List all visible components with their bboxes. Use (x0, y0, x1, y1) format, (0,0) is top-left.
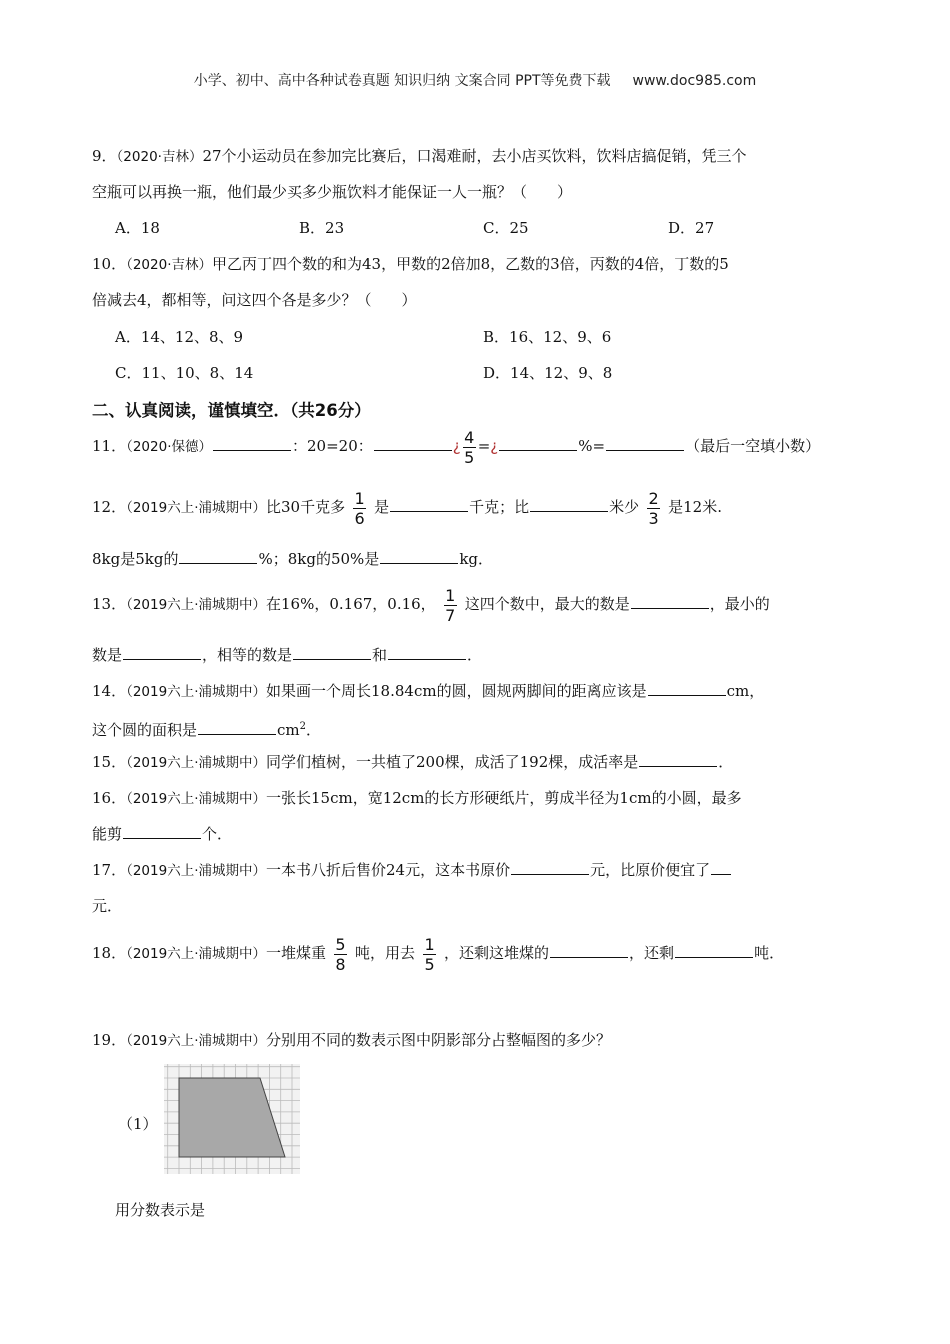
q12-blank-4[interactable] (380, 549, 458, 564)
q9-option-a: A．18 (115, 219, 160, 237)
header-site: www.doc985.com (632, 73, 757, 89)
q18-line: 18．（2019六上·浦城期中）一堆煤重 $\frac{5}{8}$ 吨，用去 $\frac{1}{5}$ ，还剩这堆煤的 ，还剩 吨． (92, 934, 785, 974)
q12-line1: 12．（2019六上·浦城期中）比30千克多 $\frac{1}{6}$ 是 千克；比 米少 $\frac{2}{3}$ 是12米. (92, 488, 722, 528)
q11-blank-3[interactable] (499, 436, 577, 451)
q17-blank-1[interactable] (511, 860, 589, 875)
q11-blank-1[interactable] (213, 436, 291, 451)
q9-option-d: D．27 (668, 219, 715, 237)
q19-grid-figure (164, 1064, 300, 1174)
q15-blank[interactable] (639, 752, 717, 767)
q13-line2: 数是 ，相等的数是 和 ． (92, 646, 483, 664)
q12-blank-3[interactable] (179, 549, 257, 564)
q16-blank[interactable] (123, 824, 201, 839)
q15-line: 15．（2019六上·浦城期中）同学们植树，一共植了200棵，成活了192棵，成活率是 ． (92, 753, 734, 771)
q14-line1: 14．（2019六上·浦城期中）如果画一个周长18.84cm的圆，圆规两脚间的距离应该是 cm， (92, 682, 765, 700)
q10-option-b: B．16、12、9、6 (483, 328, 612, 346)
q13-line1: 13．（2019六上·浦城期中）在16%，0.167，0.16， $\frac{1}{7}$ 这四个数中，最大的数是 ，最小的 (92, 585, 770, 625)
q12-fraction-1: $\frac{1}{6}$ (354, 488, 365, 528)
q16-line1: 16．（2019六上·浦城期中）一张长15cm，宽12cm的长方形硬纸片，剪成半径为1cm的小圆，最多 (92, 789, 742, 807)
q10-option-d: D．14、12、9、8 (483, 364, 613, 382)
q9-option-c: C．25 (483, 219, 529, 237)
q16-line2: 能剪 个． (92, 825, 233, 843)
q9-option-b: B．23 (299, 219, 345, 237)
q17-blank-2[interactable] (711, 860, 731, 875)
q14-line2: 这个圆的面积是 $cm^2$． (92, 721, 322, 739)
q10-line2: 倍减去4，都相等，问这四个各是多少？（ ） (92, 291, 417, 309)
q17-line1: 17．（2019六上·浦城期中）一本书八折后售价24元，这本书原价 元，比原价便宜了 (92, 859, 732, 882)
q9-line2: 空瓶可以再换一瓶，他们最少买多少瓶饮料才能保证一人一瓶？（ ） (92, 183, 573, 201)
q10-option-c: C．11、10、8、14 (115, 364, 254, 382)
q18-fraction-1: $\frac{5}{8}$ (335, 934, 346, 974)
q18-blank-2[interactable] (675, 943, 753, 958)
q14-blank-1[interactable] (648, 681, 726, 696)
q9-number: 9． (92, 147, 117, 165)
q11-blank-2[interactable] (374, 436, 452, 451)
q10-line1: 10．（2020·吉林）甲乙丙丁四个数的和为43，甲数的2倍加8，乙数的3倍，丙数的4倍，丁数的5 (92, 255, 729, 273)
q11-blank-4[interactable] (606, 436, 684, 451)
q18-blank-1[interactable] (550, 943, 628, 958)
q10-source: （2020·吉林） (126, 257, 212, 273)
q11-fraction: $\frac{4}{5}$ (464, 427, 475, 467)
q12-blank-1[interactable] (390, 497, 468, 512)
page-header (0, 70, 950, 90)
q13-blank-2[interactable] (123, 645, 201, 660)
header-text: 小学、初中、高中各种试卷真题 知识归纳 文案合同 PPT等免费下载 (193, 73, 611, 89)
q13-blank-4[interactable] (388, 645, 466, 660)
q17-line2: 元． (92, 897, 123, 915)
q12-fraction-2: $\frac{2}{3}$ (648, 488, 659, 528)
q13-fraction: $\frac{1}{7}$ (445, 585, 456, 625)
q9-line1: 9．（2020·吉林）27个小运动员在参加完比赛后，口渴难耐，去小店买饮料，饮料店搞促销，凭三个 (92, 147, 747, 165)
q9-source: （2020·吉林） (116, 149, 203, 165)
q10-option-a: A．14、12、8、9 (115, 328, 244, 346)
q19-line: 19．（2019六上·浦城期中）分别用不同的数表示图中阴影部分占整幅图的多少？ (92, 1031, 612, 1049)
q13-blank-1[interactable] (631, 594, 709, 609)
q13-blank-3[interactable] (293, 645, 371, 660)
q12-blank-2[interactable] (530, 497, 608, 512)
q19-answer-label: 用分数表示是 (115, 1201, 206, 1219)
q11-line: 11．（2020·保德） ：20=20： ¿ $\frac{4}{5}$ =¿ %= （最后一空填小数） (92, 427, 821, 467)
q12-line2: 8kg是5kg的 %；8kg的50%是 kg． (92, 550, 494, 568)
q19-subpart-label: （1） (118, 1115, 158, 1133)
q18-fraction-2: $\frac{1}{5}$ (424, 934, 435, 974)
q14-blank-2[interactable] (198, 720, 276, 735)
q10-number: 10． (92, 255, 127, 273)
section-2-title: 二、认真阅读，谨慎填空．（共26分） (92, 401, 371, 420)
